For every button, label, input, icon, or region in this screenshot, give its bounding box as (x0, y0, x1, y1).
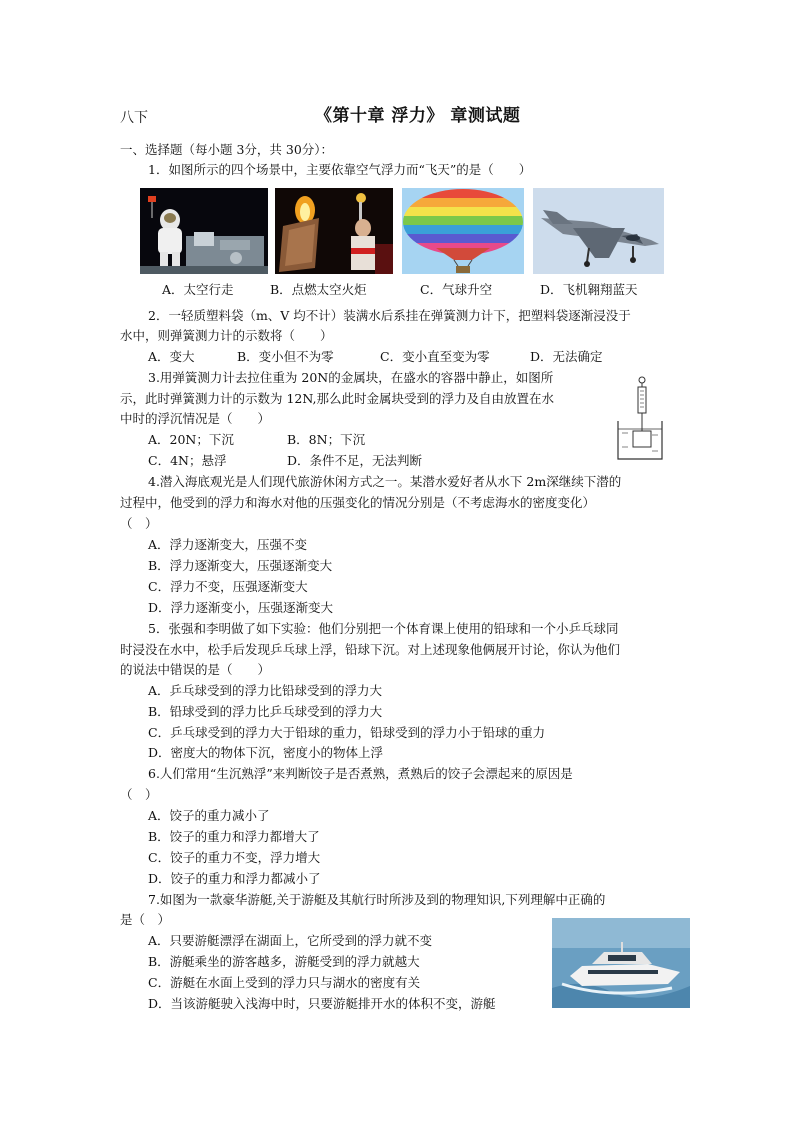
q2-option-a: A．变大 (148, 349, 195, 364)
q7-line-1: 7.如图为一款豪华游艇,关于游艇及其航行时所涉及到的物理知识,下列理解中正确的 (148, 892, 606, 907)
image-balloon (402, 188, 524, 274)
q6-option-d: D．饺子的重力和浮力都减小了 (148, 871, 321, 886)
q2-line-1: 2．一轻质塑料袋（m、V 均不计）装满水后系挂在弹簧测力计下，把塑料袋逐渐浸没于 (148, 308, 631, 323)
q6-line-2: （ ） (120, 787, 158, 802)
q7-option-c: C．游艇在水面上受到的浮力只与湖水的密度有关 (148, 975, 421, 990)
q1-caption-d: D．飞机翱翔蓝天 (540, 282, 638, 297)
q6-option-b: B．饺子的重力和浮力都增大了 (148, 829, 320, 844)
q3-line-3: 中时的浮沉情况是（ ） (120, 411, 271, 426)
q4-line-3: （ ） (120, 516, 158, 531)
q4-option-d: D．浮力逐渐变小，压强逐渐变大 (148, 600, 334, 615)
q2-option-c: C．变小直至变为零 (380, 349, 490, 364)
grade-label: 八下 (120, 110, 148, 126)
q4-line-2: 过程中，他受到的浮力和海水对他的压强变化的情况分别是（不考虑海水的密度变化） (120, 495, 596, 510)
q4-option-c: C．浮力不变，压强逐渐变大 (148, 579, 308, 594)
q6-option-a: A．饺子的重力减小了 (148, 808, 270, 823)
q5-option-d: D．密度大的物体下沉，密度小的物体上浮 (148, 745, 384, 760)
q3-option-a: A．20N；下沉 (148, 432, 234, 447)
section-heading: 一、选择题（每小题 3分，共 30分）： (120, 142, 334, 157)
q3-line-2: 示，此时弹簧测力计的示数为 12N,那么此时金属块受到的浮力及自由放置在水 (120, 391, 554, 406)
q1-caption-a: A．太空行走 (162, 282, 234, 297)
q6-option-c: C．饺子的重力不变，浮力增大 (148, 850, 321, 865)
q2-option-d: D．无法确定 (530, 349, 603, 364)
q5-option-c: C．乒乓球受到的浮力大于铅球的重力，铅球受到的浮力小于铅球的重力 (148, 725, 546, 740)
question-1-stem: 1．如图所示的四个场景中，主要依靠空气浮力而“飞天”的是（ ） (148, 162, 532, 177)
q3-option-b: B．8N；下沉 (287, 432, 366, 447)
image-spacewalk (140, 188, 268, 274)
q5-option-b: B．铅球受到的浮力比乒乓球受到的浮力大 (148, 704, 383, 719)
q5-option-a: A．乒乓球受到的浮力比铅球受到的浮力大 (148, 683, 383, 698)
q1-caption-b: B．点燃太空火炬 (270, 282, 367, 297)
q7-option-d: D．当该游艇驶入浅海中时，只要游艇排开水的体积不变，游艇 (148, 996, 496, 1011)
q3-option-c: C．4N；悬浮 (148, 453, 227, 468)
q5-line-3: 的说法中错误的是（ ） (120, 662, 271, 677)
q7-option-a: A．只要游艇漂浮在湖面上，它所受到的浮力就不变 (148, 933, 433, 948)
q4-option-a: A．浮力逐渐变大，压强不变 (148, 537, 308, 552)
page-title: 《第十章 浮力》 章测试题 (315, 106, 521, 126)
q7-option-b: B．游艇乘坐的游客越多，游艇受到的浮力就越大 (148, 954, 420, 969)
image-jet (533, 188, 664, 274)
q1-caption-c: C．气球升空 (420, 282, 493, 297)
q3-option-d: D．条件不足，无法判断 (287, 453, 423, 468)
q2-option-b: B．变小但不为零 (237, 349, 334, 364)
image-torch (275, 188, 393, 274)
q5-line-2: 时浸没在水中，松手后发现乒乓球上浮，铅球下沉。对上述现象他俩展开讨论，你认为他们 (120, 642, 621, 657)
q4-line-1: 4.潜入海底观光是人们现代旅游休闲方式之一。某潜水爱好者从水下 2m深继续下潜的 (148, 474, 622, 489)
q7-line-2: 是（ ） (120, 912, 171, 927)
spring-scale-diagram (612, 375, 668, 461)
q5-line-1: 5．张强和李明做了如下实验：他们分别把一个体育课上使用的铅球和一个小乒乓球同 (148, 621, 619, 636)
q4-option-b: B．浮力逐渐变大，压强逐渐变大 (148, 558, 333, 573)
q3-line-1: 3.用弹簧测力计去拉住重为 20N的金属块，在盛水的容器中静止，如图所 (148, 370, 554, 385)
q2-line-2: 水中，则弹簧测力计的示数将（ ） (120, 328, 333, 343)
image-yacht (552, 918, 690, 1008)
q6-line-1: 6.人们常用“生沉熟浮”来判断饺子是否煮熟，煮熟后的饺子会漂起来的原因是 (148, 766, 573, 781)
